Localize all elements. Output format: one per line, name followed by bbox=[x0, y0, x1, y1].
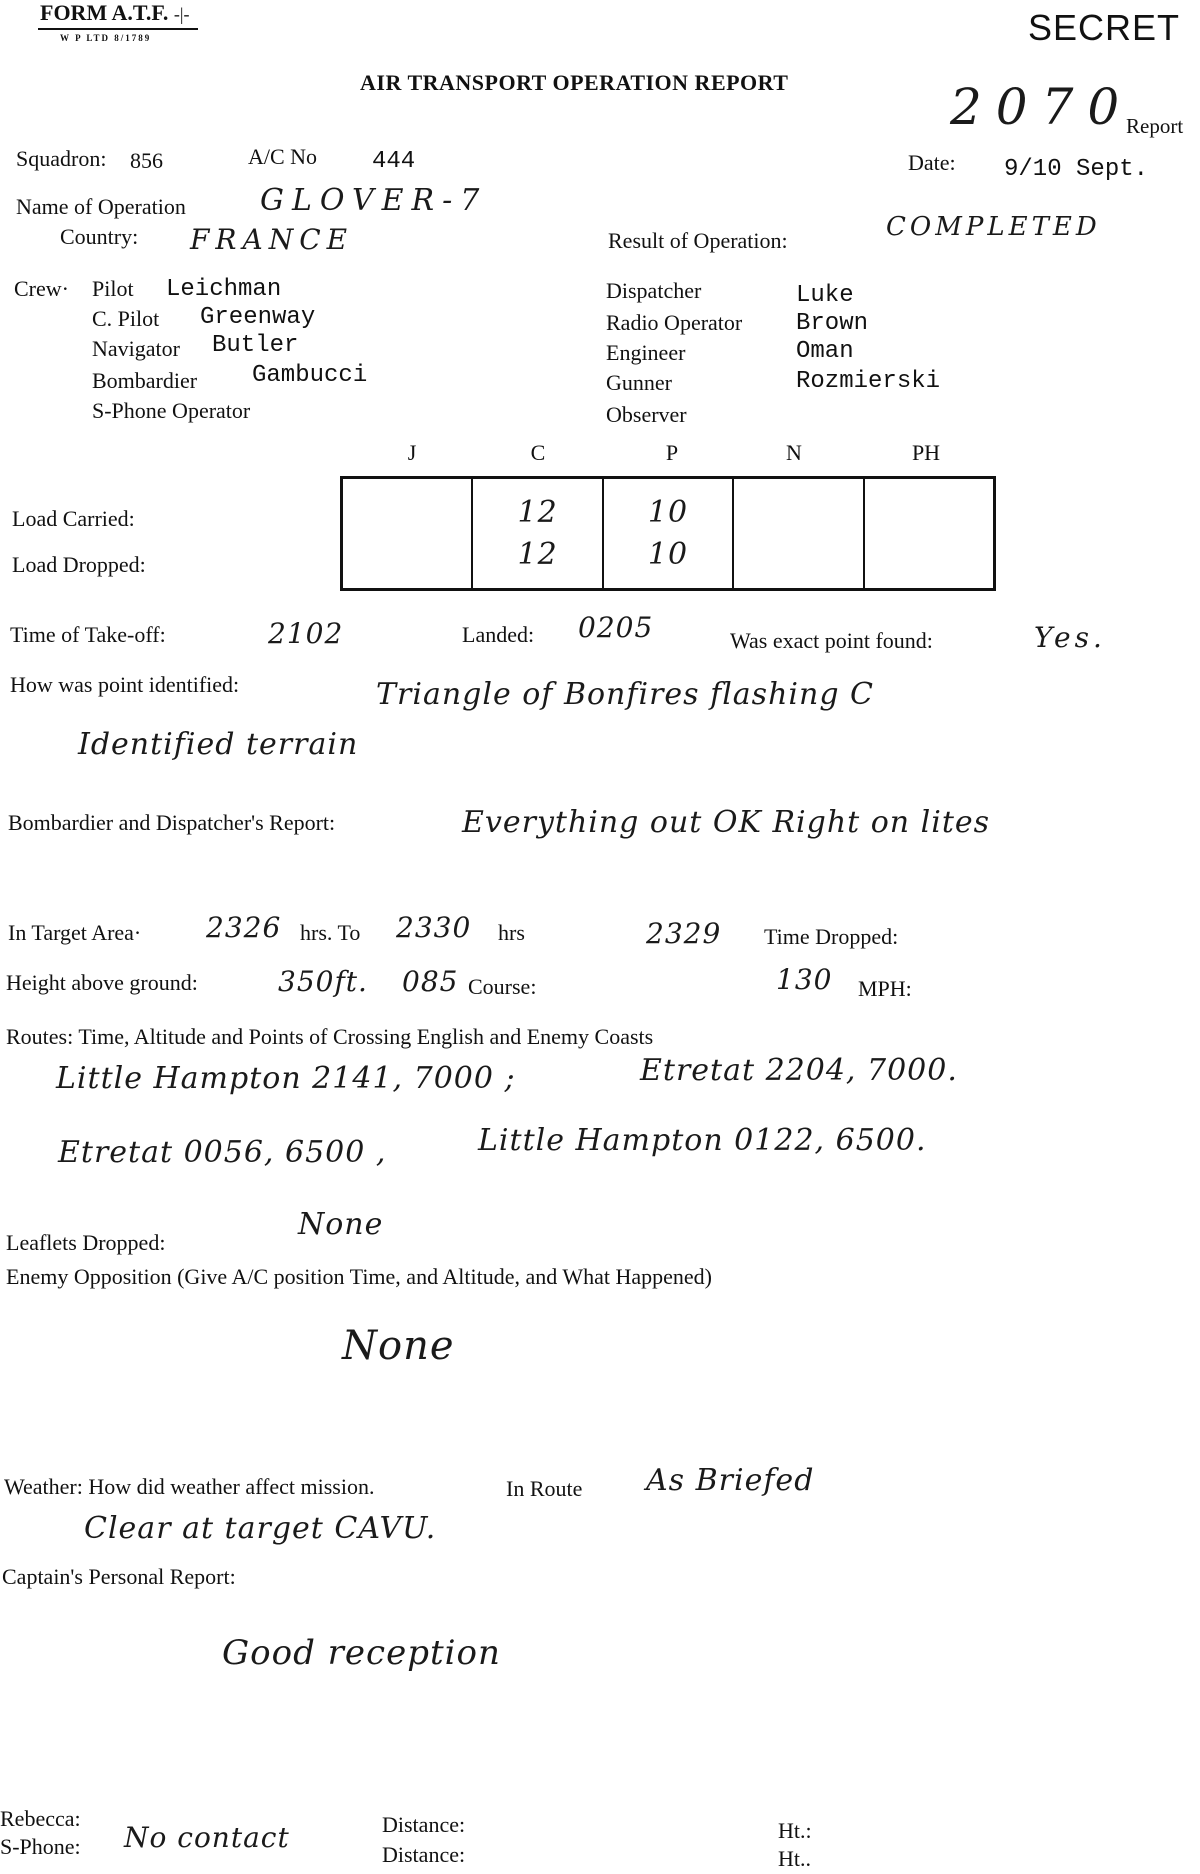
result-value: COMPLETED bbox=[886, 212, 1101, 242]
opposition-label: Enemy Opposition (Give A/C position Time, and Altitude, and What Happened) bbox=[6, 1264, 712, 1289]
form-id-underline bbox=[38, 28, 198, 30]
load-cell-c bbox=[472, 478, 602, 590]
sphone-label: S-Phone: bbox=[0, 1834, 81, 1859]
form-id-text: FORM A.T.F. bbox=[40, 0, 169, 25]
ac-no-value: 444 bbox=[372, 148, 416, 175]
time-dropped-label: Time Dropped: bbox=[764, 924, 899, 949]
ac-no-label: A/C No bbox=[248, 144, 318, 169]
leaflets-label: Leaflets Dropped: bbox=[6, 1230, 166, 1255]
report-number: 2070 bbox=[950, 78, 1134, 136]
mph-label: MPH: bbox=[858, 976, 912, 1001]
distance-label-2: Distance: bbox=[382, 1842, 466, 1867]
route-line1b: Etretat 2204, 7000. bbox=[640, 1053, 958, 1088]
form-symbol: -|- bbox=[173, 4, 190, 24]
load-dropped-label: Load Dropped: bbox=[12, 552, 146, 577]
load-col-p: P bbox=[665, 440, 679, 465]
load-cell-ph bbox=[864, 478, 995, 590]
identification-label: How was point identified: bbox=[10, 672, 240, 697]
crew-role-copilot: C. Pilot bbox=[92, 306, 160, 331]
load-carried-label: Load Carried: bbox=[12, 506, 135, 531]
crew-role-dispatcher: Dispatcher bbox=[606, 278, 702, 303]
load-cell-j bbox=[342, 478, 473, 590]
landed-label: Landed: bbox=[462, 622, 535, 647]
crew-role-navigator: Navigator bbox=[92, 336, 180, 361]
weather-in-route-label: In Route bbox=[506, 1476, 583, 1501]
crew-name-bombardier: Gambucci bbox=[252, 362, 368, 389]
load-cell-p bbox=[603, 478, 733, 590]
date-value: 9/10 Sept. bbox=[1004, 156, 1149, 183]
crew-role-radio-operator: Radio Operator bbox=[606, 310, 743, 335]
course-label: Course: bbox=[468, 974, 537, 999]
distance-label-1: Distance: bbox=[382, 1812, 466, 1837]
ht-label-1: Ht.: bbox=[778, 1818, 812, 1843]
time-dropped-value: 2329 bbox=[646, 917, 722, 950]
rebecca-label: Rebecca: bbox=[0, 1806, 81, 1831]
printer-mark: W P LTD 8/1789 bbox=[60, 33, 152, 43]
report-title: AIR TRANSPORT OPERATION REPORT bbox=[360, 70, 789, 95]
load-col-j: J bbox=[407, 440, 417, 465]
load-carried-c: 12 bbox=[517, 495, 558, 530]
load-dropped-p: 10 bbox=[647, 537, 689, 572]
target-area-label: In Target Area· bbox=[8, 920, 142, 945]
height-value: 350ft. bbox=[278, 965, 368, 998]
country-label: Country: bbox=[60, 224, 139, 249]
target-hrs: hrs bbox=[498, 920, 525, 945]
crew-role-gunner: Gunner bbox=[606, 370, 672, 395]
bombardier-report-label: Bombardier and Dispatcher's Report: bbox=[8, 810, 336, 835]
weather-target-value: Clear at target CAVU. bbox=[84, 1511, 437, 1546]
load-table-row bbox=[342, 478, 995, 590]
crew-role-observer: Observer bbox=[606, 402, 687, 427]
mph-value: 130 bbox=[776, 963, 833, 996]
exact-point-label: Was exact point found: bbox=[730, 628, 933, 653]
operation-value: GLOVER-7 bbox=[260, 183, 488, 218]
classification-label: SECRET bbox=[1028, 7, 1181, 48]
captain-report-value: Good reception bbox=[222, 1633, 501, 1673]
course-value: 085 bbox=[402, 965, 459, 998]
ht-label-2: Ht.. bbox=[778, 1846, 811, 1871]
operation-label: Name of Operation bbox=[16, 194, 186, 219]
landed-value: 0205 bbox=[578, 611, 654, 644]
height-label: Height above ground: bbox=[6, 970, 198, 995]
route-line2a: Etretat 0056, 6500 , bbox=[58, 1135, 387, 1170]
crew-name-dispatcher: Luke bbox=[796, 282, 854, 309]
target-hrs-to: hrs. To bbox=[300, 920, 361, 945]
form-id bbox=[40, 2, 189, 24]
load-table bbox=[340, 476, 996, 591]
result-label: Result of Operation: bbox=[608, 228, 788, 253]
identification-line2: Identified terrain bbox=[78, 727, 359, 762]
crew-name-engineer: Oman bbox=[796, 338, 854, 365]
identification-line1: Triangle of Bonfires flashing C bbox=[376, 677, 875, 712]
bombardier-report-value: Everything out OK Right on lites bbox=[462, 805, 991, 840]
crew-role-pilot: Pilot bbox=[92, 276, 134, 301]
squadron-label: Squadron: bbox=[16, 146, 107, 171]
crew-name-gunner: Rozmierski bbox=[796, 368, 941, 395]
date-label: Date: bbox=[908, 150, 956, 175]
takeoff-value: 2102 bbox=[268, 617, 344, 650]
load-col-ph: PH bbox=[911, 440, 941, 465]
crew-name-navigator: Butler bbox=[212, 332, 299, 359]
country-value: FRANCE bbox=[190, 223, 354, 256]
load-col-c: C bbox=[530, 440, 546, 465]
leaflets-value: None bbox=[298, 1207, 384, 1242]
report-number-label: Report bbox=[1126, 114, 1184, 138]
crew-role-sphone-operator: S-Phone Operator bbox=[92, 398, 251, 423]
load-col-n: N bbox=[786, 440, 802, 465]
crew-name-copilot: Greenway bbox=[200, 304, 316, 331]
squadron-value: 856 bbox=[130, 148, 163, 173]
target-area-from: 2326 bbox=[206, 911, 282, 944]
weather-label: Weather: How did weather affect mission. bbox=[4, 1474, 375, 1499]
takeoff-label: Time of Take-off: bbox=[10, 622, 166, 647]
opposition-value: None bbox=[342, 1323, 455, 1369]
crew-role-bombardier: Bombardier bbox=[92, 368, 198, 393]
crew-heading: Crew· bbox=[14, 276, 69, 301]
routes-label: Routes: Time, Altitude and Points of Crossing English and Enemy Coasts bbox=[6, 1024, 654, 1049]
load-dropped-c: 12 bbox=[517, 537, 558, 572]
target-area-to: 2330 bbox=[396, 911, 472, 944]
crew-name-pilot: Leichman bbox=[166, 276, 282, 303]
crew-name-radio-operator: Brown bbox=[796, 310, 869, 337]
load-cell-n bbox=[733, 478, 863, 590]
crew-role-engineer: Engineer bbox=[606, 340, 686, 365]
load-carried-p: 10 bbox=[647, 495, 689, 530]
captain-report-label: Captain's Personal Report: bbox=[2, 1564, 236, 1589]
sphone-value: No contact bbox=[124, 1821, 290, 1854]
exact-point-value: Yes. bbox=[1034, 621, 1106, 654]
weather-in-route-value: As Briefed bbox=[646, 1463, 815, 1498]
route-line1a: Little Hampton 2141, 7000 ; bbox=[56, 1061, 516, 1096]
route-line2b: Little Hampton 0122, 6500. bbox=[478, 1123, 927, 1158]
